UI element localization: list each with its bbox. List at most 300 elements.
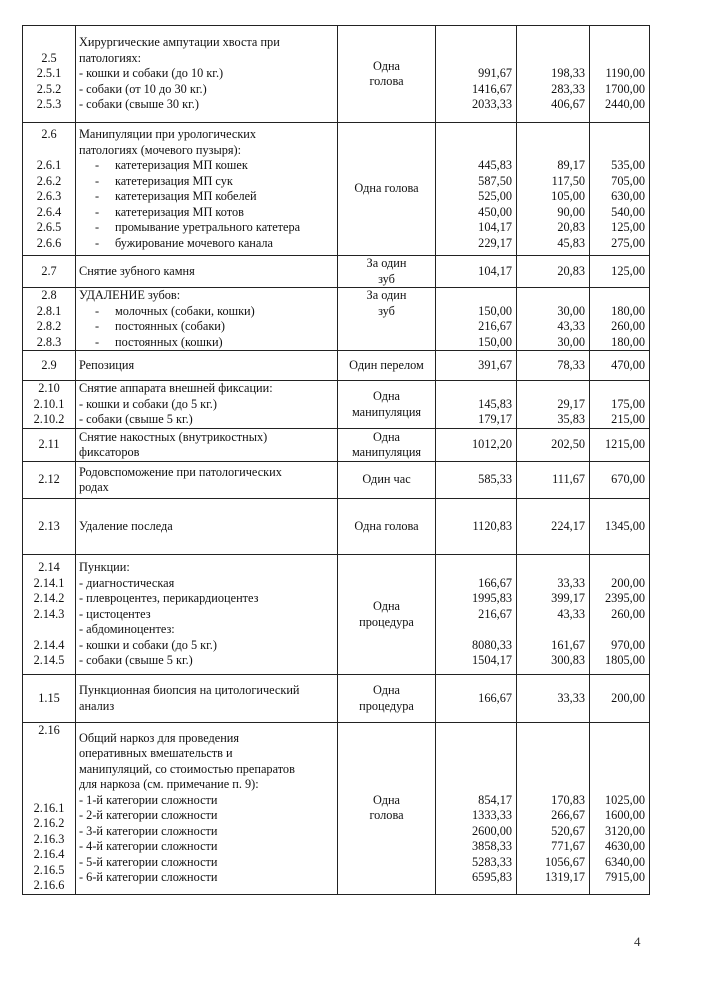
service-name-cell bbox=[76, 462, 338, 499]
service-name-line: - 6-й категории сложности bbox=[79, 870, 218, 885]
vat-cell bbox=[517, 555, 590, 675]
unit-line: Одна bbox=[372, 792, 400, 807]
item-number: 2.16.2 bbox=[33, 816, 65, 830]
spacer-line bbox=[438, 127, 512, 143]
item-number: 2.6.2 bbox=[36, 173, 62, 188]
service-name-line: - собаки (свыше 5 кг.) bbox=[79, 412, 193, 427]
price-with-vat-cell bbox=[590, 288, 650, 351]
total-value: 6340,00 bbox=[605, 854, 645, 869]
total-value: 275,00 bbox=[611, 235, 645, 250]
spacer-line bbox=[592, 35, 645, 51]
item-number: 2.5.1 bbox=[36, 66, 62, 81]
table-row bbox=[23, 429, 650, 462]
unit-line: зуб bbox=[378, 303, 395, 318]
total-value: 1345,00 bbox=[605, 518, 645, 533]
price-value: 104,17 bbox=[478, 263, 512, 278]
service-name-line: - 1-й категории сложности bbox=[79, 792, 218, 807]
price-value: 179,17 bbox=[478, 412, 512, 427]
item-number: 2.16.5 bbox=[33, 862, 65, 877]
service-name-line: - собаки (свыше 30 кг.) bbox=[79, 97, 199, 112]
item-number: 2.10.2 bbox=[33, 412, 65, 427]
item-number: 2.16.4 bbox=[33, 847, 65, 861]
price-without-vat-cell bbox=[436, 499, 517, 555]
total-value: 4630,00 bbox=[605, 839, 645, 854]
vat-value: 520,67 bbox=[551, 823, 585, 838]
price-with-vat-cell bbox=[590, 26, 650, 123]
price-value: 525,00 bbox=[478, 189, 512, 203]
unit-line: Одна bbox=[372, 683, 400, 697]
vat-value: 20,83 bbox=[557, 263, 585, 278]
service-name-line: - диагностическая bbox=[79, 575, 175, 590]
unit-line: Одна голова bbox=[354, 181, 419, 196]
unit-cell bbox=[338, 675, 436, 723]
price-without-vat-cell bbox=[436, 462, 517, 499]
total-value: 180,00 bbox=[611, 334, 645, 349]
vat-value: 43,33 bbox=[557, 606, 585, 621]
price-value: 6595,83 bbox=[472, 870, 512, 885]
spacer-line bbox=[592, 560, 645, 576]
item-number: 2.16.1 bbox=[33, 800, 65, 815]
service-name-line: Снятие аппарата внешней фиксации: bbox=[79, 381, 273, 396]
price-without-vat-cell bbox=[436, 381, 517, 429]
price-value: 1995,83 bbox=[472, 591, 512, 606]
table-row bbox=[23, 256, 650, 288]
total-value: 200,00 bbox=[611, 575, 645, 590]
total-value: 3120,00 bbox=[605, 823, 645, 838]
service-name-line: Общий наркоз для проведения bbox=[79, 730, 240, 745]
price-value: 2033,33 bbox=[472, 97, 512, 112]
service-name-line: УДАЛЕНИЕ зубов: bbox=[79, 288, 181, 302]
item-number: 2.6 bbox=[41, 127, 57, 141]
price-with-vat-cell bbox=[590, 555, 650, 675]
vat-value: 771,67 bbox=[551, 839, 585, 854]
service-name-line: Пункционная биопсия на цитологический bbox=[79, 683, 300, 697]
service-name-line: - бужирование мочевого канала bbox=[79, 236, 335, 252]
item-number bbox=[25, 143, 73, 159]
vat-value: 283,33 bbox=[551, 81, 585, 96]
item-number: 2.16.6 bbox=[33, 878, 65, 892]
unit-cell bbox=[338, 288, 436, 351]
price-without-vat-cell bbox=[436, 555, 517, 675]
item-number-cell bbox=[23, 256, 76, 288]
table-row bbox=[23, 675, 650, 723]
price-value: 585,33 bbox=[478, 472, 512, 487]
spacer-line bbox=[519, 51, 585, 67]
item-number: 2.13 bbox=[38, 518, 60, 533]
page-number: 4 bbox=[634, 934, 641, 949]
price-value bbox=[438, 622, 512, 638]
service-name-line: родах bbox=[79, 480, 109, 494]
unit-line: Одна bbox=[372, 429, 400, 444]
vat-value: 399,17 bbox=[551, 591, 585, 606]
service-name-cell bbox=[76, 381, 338, 429]
service-name-line: - 2-й категории сложности bbox=[79, 808, 218, 823]
vat-value: 33,33 bbox=[557, 575, 585, 590]
table-row bbox=[23, 26, 650, 123]
total-value: 260,00 bbox=[611, 606, 645, 621]
total-value: 200,00 bbox=[611, 690, 645, 705]
vat-value: 29,17 bbox=[557, 396, 585, 411]
service-name-cell bbox=[76, 288, 338, 351]
service-name-line: - катетеризация МП кошек bbox=[79, 158, 335, 174]
price-value: 1120,83 bbox=[472, 518, 512, 533]
service-name-line: - кошки и собаки (до 5 кг.) bbox=[79, 637, 217, 652]
item-number-cell bbox=[23, 675, 76, 723]
vat-cell bbox=[517, 675, 590, 723]
service-name-line: - плевроцентез, перикардиоцентез bbox=[79, 591, 259, 606]
item-number-cell bbox=[23, 555, 76, 675]
item-number bbox=[25, 770, 73, 786]
spacer-line bbox=[519, 127, 585, 143]
service-name-line: для наркоза (см. примечание п. 9): bbox=[79, 777, 259, 792]
item-number: 2.6.4 bbox=[36, 204, 62, 219]
spacer-line bbox=[438, 381, 512, 397]
vat-cell bbox=[517, 462, 590, 499]
service-name-line: - собаки (от 10 до 30 кг.) bbox=[79, 81, 207, 96]
price-value: 991,67 bbox=[478, 66, 512, 81]
total-value: 470,00 bbox=[611, 357, 645, 372]
vat-cell bbox=[517, 288, 590, 351]
service-name-line: манипуляций, со стоимостью препаратов bbox=[79, 761, 295, 776]
item-number bbox=[25, 622, 73, 638]
unit-cell bbox=[338, 26, 436, 123]
unit-cell bbox=[338, 256, 436, 288]
item-number: 2.14.2 bbox=[33, 591, 65, 606]
vat-value: 224,17 bbox=[551, 518, 585, 533]
spacer-line bbox=[438, 51, 512, 67]
table-row bbox=[23, 723, 650, 895]
price-with-vat-cell bbox=[590, 723, 650, 895]
item-number: 1.15 bbox=[38, 690, 60, 705]
price-with-vat-cell bbox=[590, 256, 650, 288]
spacer-line bbox=[519, 143, 585, 159]
price-value: 587,50 bbox=[478, 173, 512, 188]
vat-value: 90,00 bbox=[557, 204, 585, 219]
vat-value: 198,33 bbox=[551, 66, 585, 81]
price-without-vat-cell bbox=[436, 723, 517, 895]
item-number: 2.8.2 bbox=[36, 319, 62, 333]
total-value: 175,00 bbox=[611, 396, 645, 411]
item-number: 2.5.2 bbox=[36, 81, 62, 96]
service-name-line: Снятие зубного камня bbox=[79, 263, 195, 278]
total-value: 215,00 bbox=[611, 412, 645, 427]
service-name-line: Пункции: bbox=[79, 560, 130, 575]
item-number-cell bbox=[23, 723, 76, 895]
item-number: 2.16 bbox=[38, 723, 60, 737]
item-number bbox=[25, 754, 73, 770]
service-name-line: - катетеризация МП кобелей bbox=[79, 189, 335, 205]
service-name-line: анализ bbox=[79, 698, 115, 713]
price-value: 445,83 bbox=[478, 158, 512, 172]
vat-value: 89,17 bbox=[557, 158, 585, 172]
spacer-line bbox=[438, 746, 512, 762]
unit-line: За один bbox=[366, 256, 407, 270]
vat-value: 202,50 bbox=[551, 437, 585, 452]
vat-cell bbox=[517, 123, 590, 256]
total-value: 260,00 bbox=[611, 319, 645, 333]
total-value: 535,00 bbox=[611, 158, 645, 172]
total-value: 970,00 bbox=[611, 637, 645, 652]
service-name-cell bbox=[76, 723, 338, 895]
service-name-line: Хирургические ампутации хвоста при bbox=[79, 35, 280, 50]
vat-value: 33,33 bbox=[557, 690, 585, 705]
service-name-line: Удаление последа bbox=[79, 518, 173, 533]
table-row bbox=[23, 351, 650, 381]
spacer-line bbox=[519, 731, 585, 747]
price-without-vat-cell bbox=[436, 256, 517, 288]
item-number-cell bbox=[23, 499, 76, 555]
item-number: 2.8 bbox=[41, 288, 57, 302]
unit-line: Один перелом bbox=[349, 357, 424, 372]
vat-value: 170,83 bbox=[551, 792, 585, 807]
vat-value: 45,83 bbox=[557, 235, 585, 250]
vat-value: 35,83 bbox=[557, 412, 585, 427]
price-with-vat-cell bbox=[590, 381, 650, 429]
price-value: 166,67 bbox=[478, 575, 512, 590]
service-name-line: - 4-й категории сложности bbox=[79, 839, 218, 854]
price-with-vat-cell bbox=[590, 675, 650, 723]
item-number-cell bbox=[23, 123, 76, 256]
total-value: 1215,00 bbox=[605, 437, 645, 452]
service-name-line: фиксаторов bbox=[79, 445, 140, 459]
price-without-vat-cell bbox=[436, 288, 517, 351]
service-name-line: патологиях: bbox=[79, 50, 142, 65]
price-value: 150,00 bbox=[478, 303, 512, 318]
item-number-cell bbox=[23, 26, 76, 123]
unit-cell bbox=[338, 123, 436, 256]
item-number: 2.14.4 bbox=[33, 637, 65, 652]
item-number: 2.16.3 bbox=[33, 831, 65, 846]
vat-value: 20,83 bbox=[557, 220, 585, 234]
unit-cell bbox=[338, 723, 436, 895]
service-name-line: - катетеризация МП котов bbox=[79, 205, 335, 221]
spacer-line bbox=[592, 762, 645, 778]
spacer-line bbox=[438, 35, 512, 51]
service-name-line: Снятие накостных (внутрикостных) bbox=[79, 429, 268, 444]
vat-value: 300,83 bbox=[551, 653, 585, 668]
vat-value: 30,00 bbox=[557, 334, 585, 349]
total-value: 1190,00 bbox=[605, 66, 645, 81]
total-value bbox=[592, 622, 645, 638]
item-number: 2.14.3 bbox=[33, 606, 65, 621]
spacer-line bbox=[592, 288, 645, 304]
price-value: 150,00 bbox=[478, 334, 512, 349]
item-number-cell bbox=[23, 288, 76, 351]
vat-value: 406,67 bbox=[551, 97, 585, 112]
price-table bbox=[22, 25, 650, 895]
price-value: 1416,67 bbox=[472, 81, 512, 96]
table-row bbox=[23, 499, 650, 555]
price-with-vat-cell bbox=[590, 499, 650, 555]
vat-value: 78,33 bbox=[557, 357, 585, 372]
vat-value: 111,67 bbox=[552, 472, 585, 487]
table-row bbox=[23, 555, 650, 675]
item-number-cell bbox=[23, 462, 76, 499]
spacer-line bbox=[438, 288, 512, 304]
vat-value: 161,67 bbox=[551, 637, 585, 652]
unit-cell bbox=[338, 351, 436, 381]
service-name-cell bbox=[76, 351, 338, 381]
vat-cell bbox=[517, 256, 590, 288]
item-number: 2.6.6 bbox=[36, 235, 62, 250]
unit-line: голова bbox=[369, 808, 404, 823]
spacer-line bbox=[438, 560, 512, 576]
service-name-cell bbox=[76, 675, 338, 723]
service-name-line: - кошки и собаки (до 10 кг.) bbox=[79, 66, 224, 81]
unit-line: За один bbox=[366, 288, 407, 302]
price-value: 1504,17 bbox=[472, 653, 512, 668]
price-value: 166,67 bbox=[478, 690, 512, 705]
vat-cell bbox=[517, 429, 590, 462]
unit-line: голова bbox=[369, 74, 404, 88]
service-name-line: - постоянных (собаки) bbox=[79, 319, 335, 335]
total-value: 125,00 bbox=[611, 263, 645, 278]
item-number: 2.5.3 bbox=[36, 97, 62, 112]
price-value: 2600,00 bbox=[472, 823, 512, 838]
service-name-cell bbox=[76, 555, 338, 675]
price-without-vat-cell bbox=[436, 123, 517, 256]
price-value: 854,17 bbox=[478, 792, 512, 807]
service-name-line: Репозиция bbox=[79, 357, 135, 372]
total-value: 630,00 bbox=[611, 189, 645, 203]
service-name-line: патологиях (мочевого пузыря): bbox=[79, 142, 242, 157]
spacer-line bbox=[519, 381, 585, 397]
price-without-vat-cell bbox=[436, 351, 517, 381]
spacer-line bbox=[519, 560, 585, 576]
item-number: 2.6.3 bbox=[36, 189, 62, 203]
vat-value: 30,00 bbox=[557, 303, 585, 318]
service-name-line: - 3-й категории сложности bbox=[79, 823, 218, 838]
unit-line: процедура bbox=[359, 614, 414, 629]
unit-cell bbox=[338, 429, 436, 462]
vat-value: 1319,17 bbox=[545, 870, 585, 885]
service-name-line: - цистоцентез bbox=[79, 606, 151, 621]
service-name-line: - катетеризация МП сук bbox=[79, 174, 335, 190]
total-value: 7915,00 bbox=[605, 870, 645, 885]
spacer-line bbox=[25, 35, 73, 51]
spacer-line bbox=[519, 746, 585, 762]
spacer-line bbox=[592, 731, 645, 747]
price-with-vat-cell bbox=[590, 462, 650, 499]
service-name-line: Манипуляции при урологических bbox=[79, 127, 257, 141]
item-number: 2.14 bbox=[38, 560, 60, 575]
spacer-line bbox=[438, 143, 512, 159]
total-value: 540,00 bbox=[611, 204, 645, 219]
unit-cell bbox=[338, 499, 436, 555]
price-without-vat-cell bbox=[436, 675, 517, 723]
vat-value: 43,33 bbox=[557, 319, 585, 333]
total-value: 705,00 bbox=[611, 173, 645, 188]
unit-line: Одна голова bbox=[354, 518, 419, 533]
service-name-cell bbox=[76, 499, 338, 555]
price-value: 8080,33 bbox=[472, 637, 512, 652]
item-number-cell bbox=[23, 429, 76, 462]
spacer-line bbox=[592, 777, 645, 793]
unit-cell bbox=[338, 381, 436, 429]
item-number: 2.12 bbox=[38, 472, 60, 487]
total-value: 1025,00 bbox=[605, 792, 645, 807]
service-name-cell bbox=[76, 123, 338, 256]
vat-value: 266,67 bbox=[551, 808, 585, 823]
price-value: 1333,33 bbox=[472, 808, 512, 823]
price-value: 145,83 bbox=[478, 396, 512, 411]
table-row bbox=[23, 381, 650, 429]
unit-cell bbox=[338, 462, 436, 499]
table-row bbox=[23, 462, 650, 499]
item-number: 2.10.1 bbox=[33, 396, 65, 411]
spacer-line bbox=[438, 731, 512, 747]
total-value: 2440,00 bbox=[605, 97, 645, 112]
table-row bbox=[23, 123, 650, 256]
item-number: 2.8.1 bbox=[36, 303, 62, 318]
service-name-cell bbox=[76, 26, 338, 123]
unit-line: Одна bbox=[372, 58, 400, 73]
unit-line: процедура bbox=[359, 698, 414, 713]
price-value: 104,17 bbox=[478, 220, 512, 234]
item-number: 2.6.5 bbox=[36, 220, 62, 234]
unit-line: манипуляция bbox=[351, 445, 422, 459]
item-number bbox=[25, 785, 73, 801]
total-value: 1600,00 bbox=[605, 808, 645, 823]
price-with-vat-cell bbox=[590, 351, 650, 381]
service-name-line: Родовспоможение при патологических bbox=[79, 464, 282, 479]
total-value: 180,00 bbox=[611, 303, 645, 318]
spacer-line bbox=[592, 746, 645, 762]
spacer-line bbox=[519, 288, 585, 304]
spacer-line bbox=[592, 143, 645, 159]
service-name-line: - постоянных (кошки) bbox=[79, 335, 335, 351]
service-name-line: - собаки (свыше 5 кг.) bbox=[79, 653, 193, 668]
price-value: 5283,33 bbox=[472, 854, 512, 869]
unit-line: Одна bbox=[372, 389, 400, 403]
price-without-vat-cell bbox=[436, 429, 517, 462]
total-value: 1700,00 bbox=[605, 81, 645, 96]
vat-cell bbox=[517, 381, 590, 429]
item-number: 2.11 bbox=[38, 437, 60, 452]
unit-cell bbox=[338, 555, 436, 675]
item-number-cell bbox=[23, 351, 76, 381]
vat-cell bbox=[517, 351, 590, 381]
item-number: 2.14.1 bbox=[33, 575, 65, 590]
spacer-line bbox=[519, 762, 585, 778]
table-row bbox=[23, 288, 650, 351]
vat-value: 105,00 bbox=[551, 189, 585, 203]
spacer-line bbox=[592, 51, 645, 67]
service-name-cell bbox=[76, 256, 338, 288]
price-value: 391,67 bbox=[478, 357, 512, 372]
total-value: 1805,00 bbox=[605, 653, 645, 668]
service-name-cell bbox=[76, 429, 338, 462]
unit-line: Одна bbox=[372, 599, 400, 613]
item-number: 2.14.5 bbox=[33, 653, 65, 668]
price-value: 1012,20 bbox=[472, 437, 512, 452]
item-number: 2.5 bbox=[41, 50, 57, 65]
unit-line: Один час bbox=[362, 472, 411, 487]
item-number: 2.8.3 bbox=[36, 334, 62, 349]
vat-cell bbox=[517, 26, 590, 123]
spacer-line bbox=[519, 35, 585, 51]
item-number: 2.7 bbox=[41, 263, 57, 278]
service-name-line: оперативных вмешательств и bbox=[79, 746, 233, 761]
vat-value: 117,50 bbox=[551, 173, 585, 188]
unit-line: зуб bbox=[378, 271, 395, 286]
price-value: 3858,33 bbox=[472, 839, 512, 854]
total-value: 670,00 bbox=[611, 472, 645, 487]
price-value: 450,00 bbox=[478, 204, 512, 219]
item-number bbox=[25, 739, 73, 755]
price-value: 229,17 bbox=[478, 235, 512, 250]
spacer-line bbox=[438, 777, 512, 793]
